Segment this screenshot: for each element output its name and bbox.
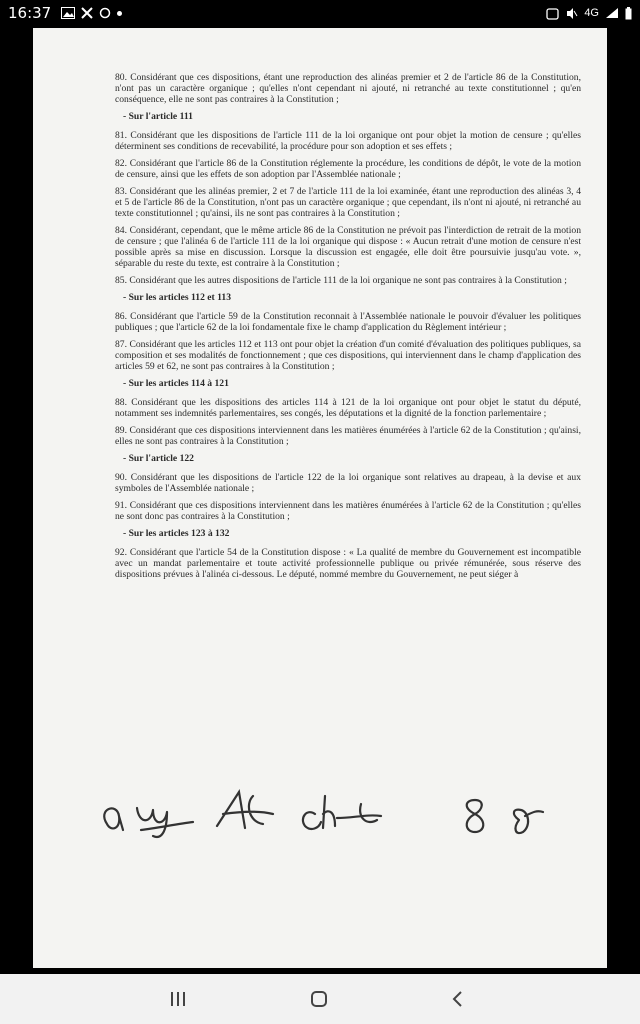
section-heading: - Sur les articles 114 à 121 <box>123 378 581 389</box>
network-type: 4G <box>584 7 599 19</box>
notification-dot-icon <box>117 11 122 16</box>
paragraph: 84. Considérant, cependant, que le même article 86 de la Constitution ne prévoit pas l'interdiction de retrait de la motion de censure ; que l'alinéa 6 de l'article 111 de la loi organique qui dispose : « Aucun retrait d'une motion de censure n'est possible après sa mise en discussion. Lorsque la discussion est engagée, elle doit être poursuivie jusqu'au vote. », séparable du reste du texte, est contraire à la Constitution ; <box>115 225 581 269</box>
section-heading: - Sur les articles 123 à 132 <box>123 528 581 539</box>
image-viewer[interactable] <box>0 26 640 974</box>
paragraph: 92. Considérant que l'article 54 de la Constitution dispose : « La qualité de membre du Gouvernement est incompatible avec un mandat parlementaire et toute activité professionnelle publique ou privée rémunérée, sous réserve des dispositions prévues à l'alinéa ci-dessous. Le député, nommé membre du Gouvernement, ne peut siéger à <box>115 547 581 580</box>
battery-icon <box>625 7 632 20</box>
paragraph: 87. Considérant que les articles 112 et 113 ont pour objet la création d'un comité d'évaluation des politiques publiques, sa composition et ses modalités de fonctionnement ; que ces dispositions, qui interviennent dans le champ d'application des articles 59 et 62, ne sont pas contraires à la Constitution ; <box>115 339 581 372</box>
back-icon <box>451 990 465 1008</box>
paragraph: 89. Considérant que ces dispositions interviennent dans les matières énumérées à l'article 62 de la Constitution ; qu'ainsi, elles ne sont pas contraires à la Constitution ; <box>115 425 581 447</box>
navigation-bar <box>0 974 640 1024</box>
status-icons-left <box>61 7 122 19</box>
back-button[interactable] <box>438 986 478 1012</box>
status-time: 16:37 <box>8 4 52 22</box>
section-heading: - Sur l'article 111 <box>123 111 581 122</box>
paragraph: 83. Considérant que les alinéas premier, 2 et 7 de l'article 111 de la loi examinée, étant une reproduction des alinéas 3, 4 et 5 de l'article 86 de la Constitution, n'ont pas un caractère organique ; que cependant, ils n'ont ni ajouté, ni retranché au texte constitutionnel ; qu'ainsi, ils ne sont pas contraires à la Constitution ; <box>115 186 581 219</box>
status-icons-right <box>546 7 632 20</box>
section-heading: - Sur les articles 112 et 113 <box>123 292 581 303</box>
document-page <box>33 28 607 968</box>
tool-icon <box>81 7 93 19</box>
document-text <box>115 72 581 586</box>
paragraph: 88. Considérant que les dispositions des articles 114 à 121 de la loi organique ont pour objet le statut du député, notamment ses indemnités parlementaires, ses congés, les députations et la dignité de la fonction parlementaire ; <box>115 397 581 419</box>
section-heading: - Sur l'article 122 <box>123 453 581 464</box>
signal-icon <box>605 7 619 19</box>
recent-apps-button[interactable] <box>158 986 198 1012</box>
paragraph: 82. Considérant que l'article 86 de la Constitution réglemente la procédure, les conditions de dépôt, le vote de la motion de censure, ainsi que les effets de son adoption par l'Assemblée nationale ; <box>115 158 581 180</box>
alarm-icon <box>546 7 559 20</box>
paragraph: 85. Considérant que les autres dispositions de l'article 111 de la loi organique ne sont pas contraires à la Constitution ; <box>115 275 567 286</box>
recent-apps-icon <box>169 991 187 1007</box>
home-icon <box>310 990 328 1008</box>
gallery-icon <box>61 7 75 19</box>
paragraph: 81. Considérant que les dispositions de l'article 111 de la loi organique ont pour objet la motion de censure ; qu'elles déterminent ses conditions de recevabilité, la procédure pour son adoption et ses effets ; <box>115 130 581 152</box>
status-bar <box>0 0 640 26</box>
sync-icon <box>99 7 111 19</box>
paragraph: 90. Considérant que les dispositions de l'article 122 de la loi organique sont relatives au drapeau, à la devise et aux symboles de l'Assemblée nationale ; <box>115 472 581 494</box>
handwritten-signatures <box>67 774 587 844</box>
mute-icon <box>565 7 578 20</box>
paragraph: 86. Considérant que l'article 59 de la Constitution reconnait à l'Assemblée nationale le pouvoir d'évaluer les politiques publiques ; que l'article 62 de la loi fondamentale fixe le champ d'application du Règlement intérieur ; <box>115 311 581 333</box>
paragraph: 80. Considérant que ces dispositions, étant une reproduction des alinéas premier et 2 de l'article 86 de la Constitution, n'ont pas un caractère organique ; qu'elles n'ont cependant ni ajouté, ni retranché au texte constitutionnel ; qu'en conséquence, elle ne sont pas contraires à la Constitution ; <box>115 72 581 105</box>
home-button[interactable] <box>299 986 339 1012</box>
paragraph: 91. Considérant que ces dispositions interviennent dans les matières énumérées à l'article 62 de la Constitution ; qu'elles ne sont donc pas contraires à la Constitution ; <box>115 500 581 522</box>
